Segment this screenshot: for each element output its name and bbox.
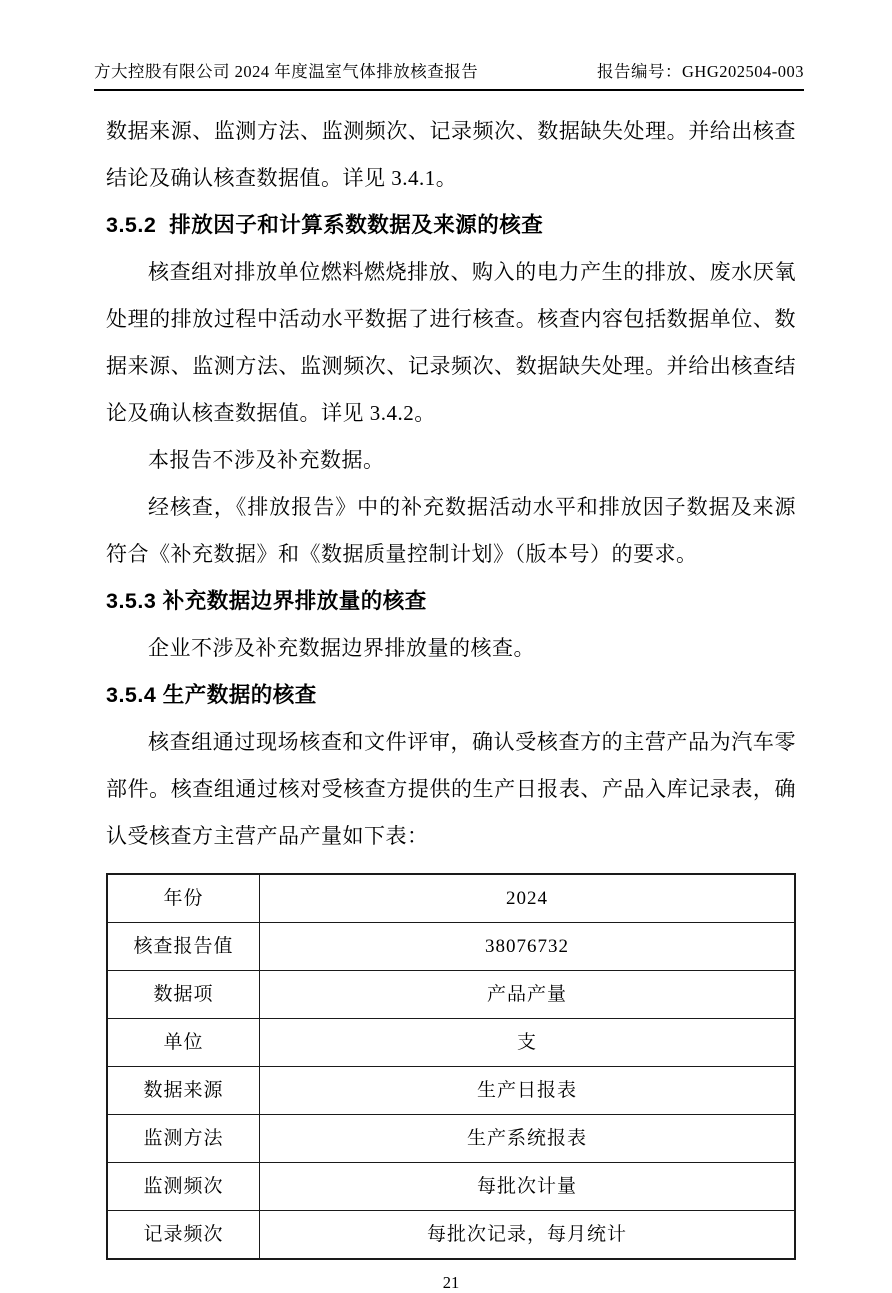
row-label-cell: 监测频次: [107, 1163, 260, 1211]
document-body: [106, 91, 796, 1260]
row-value-cell: 生产日报表: [260, 1067, 796, 1115]
table-row: [107, 1115, 795, 1163]
page-header: [94, 0, 804, 91]
paragraph-3-5-3: 企业不涉及补充数据边界排放量的核查。: [148, 636, 535, 660]
table-row: [107, 1163, 795, 1211]
row-label-cell: 年份: [107, 874, 260, 923]
section-heading-3-5-3: 3.5.3 补充数据边界排放量的核查: [106, 589, 427, 613]
table-row: [107, 923, 795, 971]
header-title: 方大控股有限公司 2024 年度温室气体排放核查报告: [94, 62, 479, 81]
header-report-number: 报告编号：GHG202504-003: [597, 62, 804, 81]
row-value-cell: 38076732: [260, 923, 796, 971]
row-label-cell: 单位: [107, 1019, 260, 1067]
paragraph-3-5-2: 核查组对排放单位燃料燃烧排放、购入的电力产生的排放、废水厌氧处理的排放过程中活动水平数据了进行核查。核查内容包括数据单位、数据来源、监测方法、监测频次、记录频次、数据缺失处理。并给出核查结论及确认核查数据值。详见 3.4.2。: [106, 260, 796, 425]
production-data-table: [106, 873, 796, 1260]
table-row: [107, 1067, 795, 1115]
section-heading-3-5-4: 3.5.4 生产数据的核查: [106, 683, 317, 707]
table-row: [107, 971, 795, 1019]
row-label-cell: 监测方法: [107, 1115, 260, 1163]
paragraph-3-5-4: 核查组通过现场核查和文件评审，确认受核查方的主营产品为汽车零部件。核查组通过核对受核查方提供的生产日报表、产品入库记录表，确认受核查方主营产品产量如下表：: [106, 730, 796, 848]
table-row: [107, 1019, 795, 1067]
row-value-cell: 每批次计量: [260, 1163, 796, 1211]
row-label-cell: 数据项: [107, 971, 260, 1019]
paragraph-continuation: 数据来源、监测方法、监测频次、记录频次、数据缺失处理。并给出核查结论及确认核查数据值。详见 3.4.1。: [106, 119, 796, 190]
page-footer: [106, 1273, 796, 1293]
row-value-cell: 生产系统报表: [260, 1115, 796, 1163]
paragraph-no-supplement: 本报告不涉及补充数据。: [148, 448, 385, 472]
row-label-cell: 记录频次: [107, 1211, 260, 1260]
row-value-cell: 支: [260, 1019, 796, 1067]
table-row: [107, 1211, 795, 1260]
paragraph-verification: 经核查，《排放报告》中的补充数据活动水平和排放因子数据及来源符合《补充数据》和《数据质量控制计划》（版本号）的要求。: [106, 495, 796, 566]
row-value-cell: 每批次记录，每月统计: [260, 1211, 796, 1260]
section-heading-3-5-2: 3.5.2 排放因子和计算系数数据及来源的核查: [106, 213, 544, 237]
row-value-cell: 2024: [260, 874, 796, 923]
table-row: [107, 874, 795, 923]
row-value-cell: 产品产量: [260, 971, 796, 1019]
row-label-cell: 数据来源: [107, 1067, 260, 1115]
page-number: 21: [442, 1273, 460, 1292]
row-label-cell: 核查报告值: [107, 923, 260, 971]
